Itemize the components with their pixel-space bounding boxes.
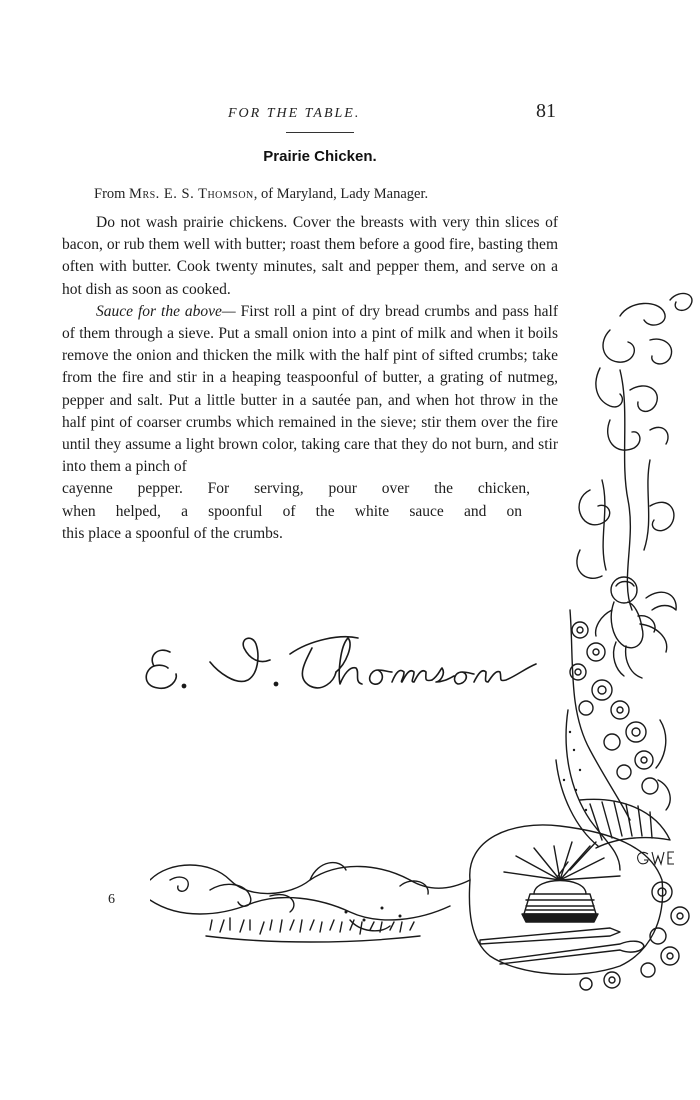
cherub-icon bbox=[596, 577, 677, 678]
knife-icon bbox=[480, 928, 620, 944]
sauce-label: Sauce for the above— bbox=[96, 302, 236, 320]
flower-garland-icon bbox=[570, 610, 670, 820]
paragraph-roasting: Do not wash prairie chickens. Cover the breasts with very thin slices of bacon, or rub them well with butter; roast them before a good fire, basting them often with butter. Cook twenty minutes, salt and pepper them, and serve on a hot dish as soon as cooked. bbox=[62, 214, 558, 298]
attribution-prefix: From bbox=[94, 186, 126, 202]
sauce-line-c: this place a spoonful of the crumbs. bbox=[62, 524, 283, 542]
folio: 6 bbox=[108, 892, 115, 907]
pudding-bowl-icon bbox=[522, 842, 598, 922]
attribution-suffix: , of Maryland, Lady Manager. bbox=[253, 186, 429, 202]
sauce-line-b: when helped, a spoonful of the white sauce and on bbox=[62, 502, 522, 520]
decorative-border bbox=[150, 280, 700, 1000]
sauce-instructions: First roll a pint of dry bread crumbs and pass half of them through a sieve. Put a small onion into a pint of milk and when it boils remove the onion and thicken the milk with the half pint of sifted crumbs; take from the fire and stir in a heaping teaspoonful of butter, a grating of nutmeg, pepper and salt. Put a little butter in a sautée pan, and when hot throw in the half pint of coarser crumbs which remained in the sieve; stir them over the fire until they assume a light brown color, taking care that they do not burn, and stir into them a pinch of bbox=[62, 302, 558, 476]
attribution bbox=[94, 186, 428, 203]
head-rule bbox=[286, 132, 354, 133]
attribution-name: Mrs. E. S. Thomson bbox=[129, 186, 254, 202]
page-number: 81 bbox=[536, 100, 556, 122]
recipe-title: Prairie Chicken. bbox=[263, 148, 377, 165]
spoon-icon bbox=[500, 941, 644, 964]
sauce-line-a: cayenne pepper. For serving, pour over the chicken, bbox=[62, 480, 530, 498]
scroll-flourish-icon bbox=[670, 293, 692, 310]
running-head: FOR THE TABLE. bbox=[228, 106, 361, 121]
